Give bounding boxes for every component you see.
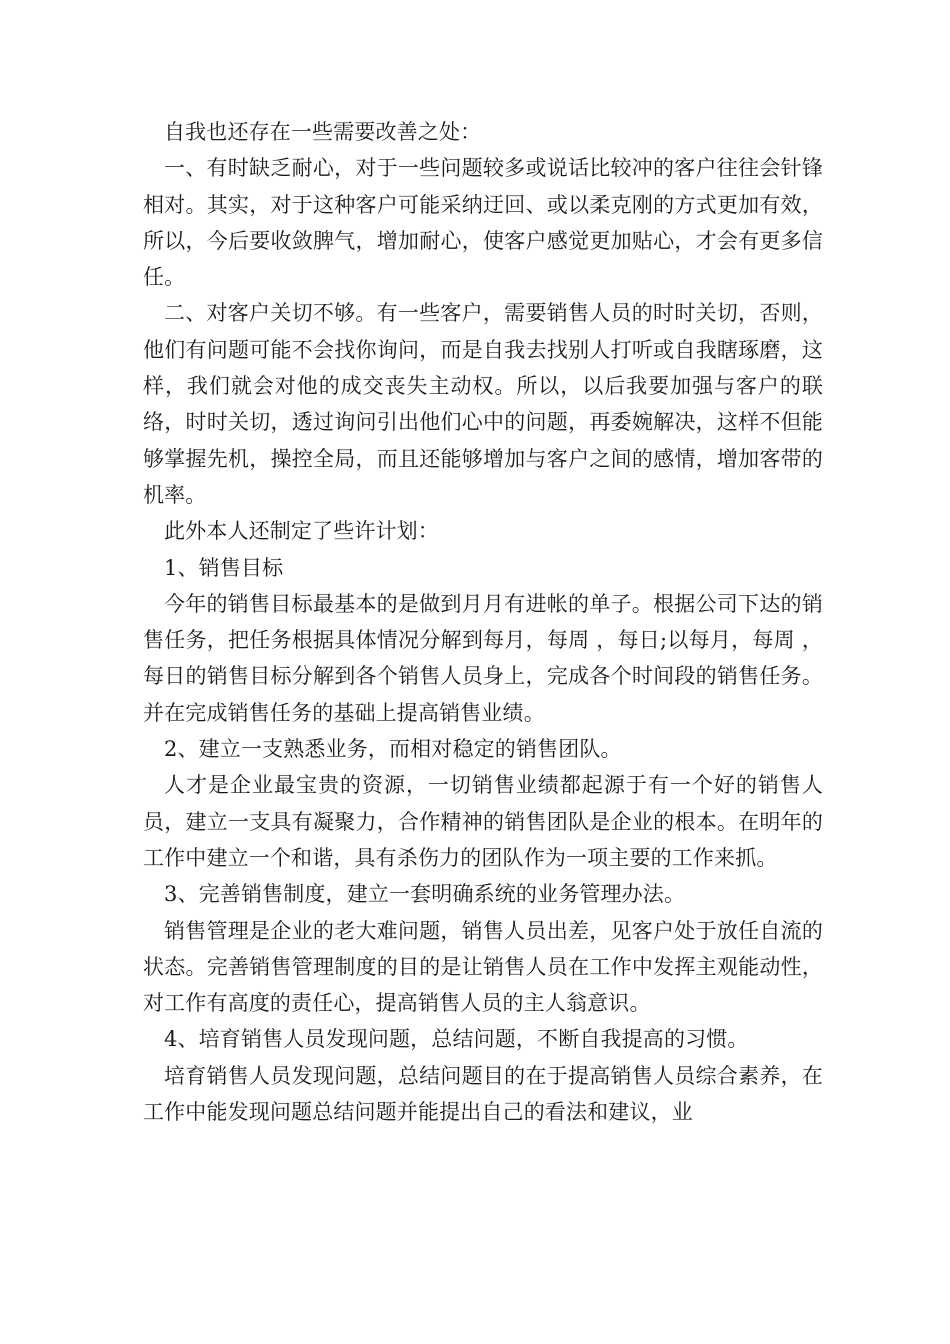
heading-sales-team: 2、建立一支熟悉业务，而相对稳定的销售团队。 (164, 737, 622, 762)
paragraph-point-one: 一、有时缺乏耐心，对于一些问题较多或说话比较冲的客户往往会针锋相对。其实，对于这种客户可能采纳迂回、或以柔克刚的方式更加有效，所以，今后要收敛脾气，增加耐心，使客户感觉更加贴心，才会有更多信任。 (143, 156, 823, 290)
paragraph-sales-team: 人才是企业最宝贵的资源，一切销售业绩都起源于有一个好的销售人员，建立一支具有凝聚力，合作精神的销售团队是企业的根本。在明年的工作中建立一个和谐，具有杀伤力的团队作为一项主要的工作来抓。 (143, 773, 823, 870)
heading-sales-target: 1、销售目标 (164, 555, 284, 580)
paragraph-sales-system: 销售管理是企业的老大难问题，销售人员出差，见客户处于放任自流的状态。完善销售管理制度的目的是让销售人员在工作中发挥主观能动性，对工作有高度的责任心，提高销售人员的主人翁意识。 (143, 918, 823, 1016)
paragraph-intro: 自我也还存在一些需要改善之处： (164, 120, 482, 144)
paragraph-sales-target: 今年的销售目标最基本的是做到月月有进帐的单子。根据公司下达的销售任务，把任务根据具体情况分解到每月，每周 ，每日;以每月，每周 ，每日的销售目标分解到各个销售人员身上，完成各个时间段的销售任务。并在完成销售任务的基础上提高销售业绩。 (143, 591, 823, 725)
heading-staff-training: 4、培育销售人员发现问题，总结问题，不断自我提高的习惯。 (164, 1027, 749, 1052)
paragraph-plan-intro: 此外本人还制定了些许计划： (164, 519, 439, 544)
document-body (143, 114, 823, 1130)
heading-sales-system: 3、完善销售制度，建立一套明确系统的业务管理办法。 (164, 882, 686, 907)
paragraph-point-two: 二、对客户关切不够。有一些客户，需要销售人员的时时关切，否则，他们有问题可能不会找你询问，而是自我去找别人打听或自我瞎琢磨，这样，我们就会对他的成交丧失主动权。所以，以后我要加强与客户的联络，时时关切，透过询问引出他们心中的问题，再委婉解决，这样不但能够掌握先机，操控全局，而且还能够增加与客户之间的感情，增加客带的机率。 (143, 301, 823, 507)
paragraph-staff-training: 培育销售人员发现问题，总结问题目的在于提高销售人员综合素养，在工作中能发现问题总结问题并能提出自己的看法和建议，业 (143, 1063, 823, 1125)
